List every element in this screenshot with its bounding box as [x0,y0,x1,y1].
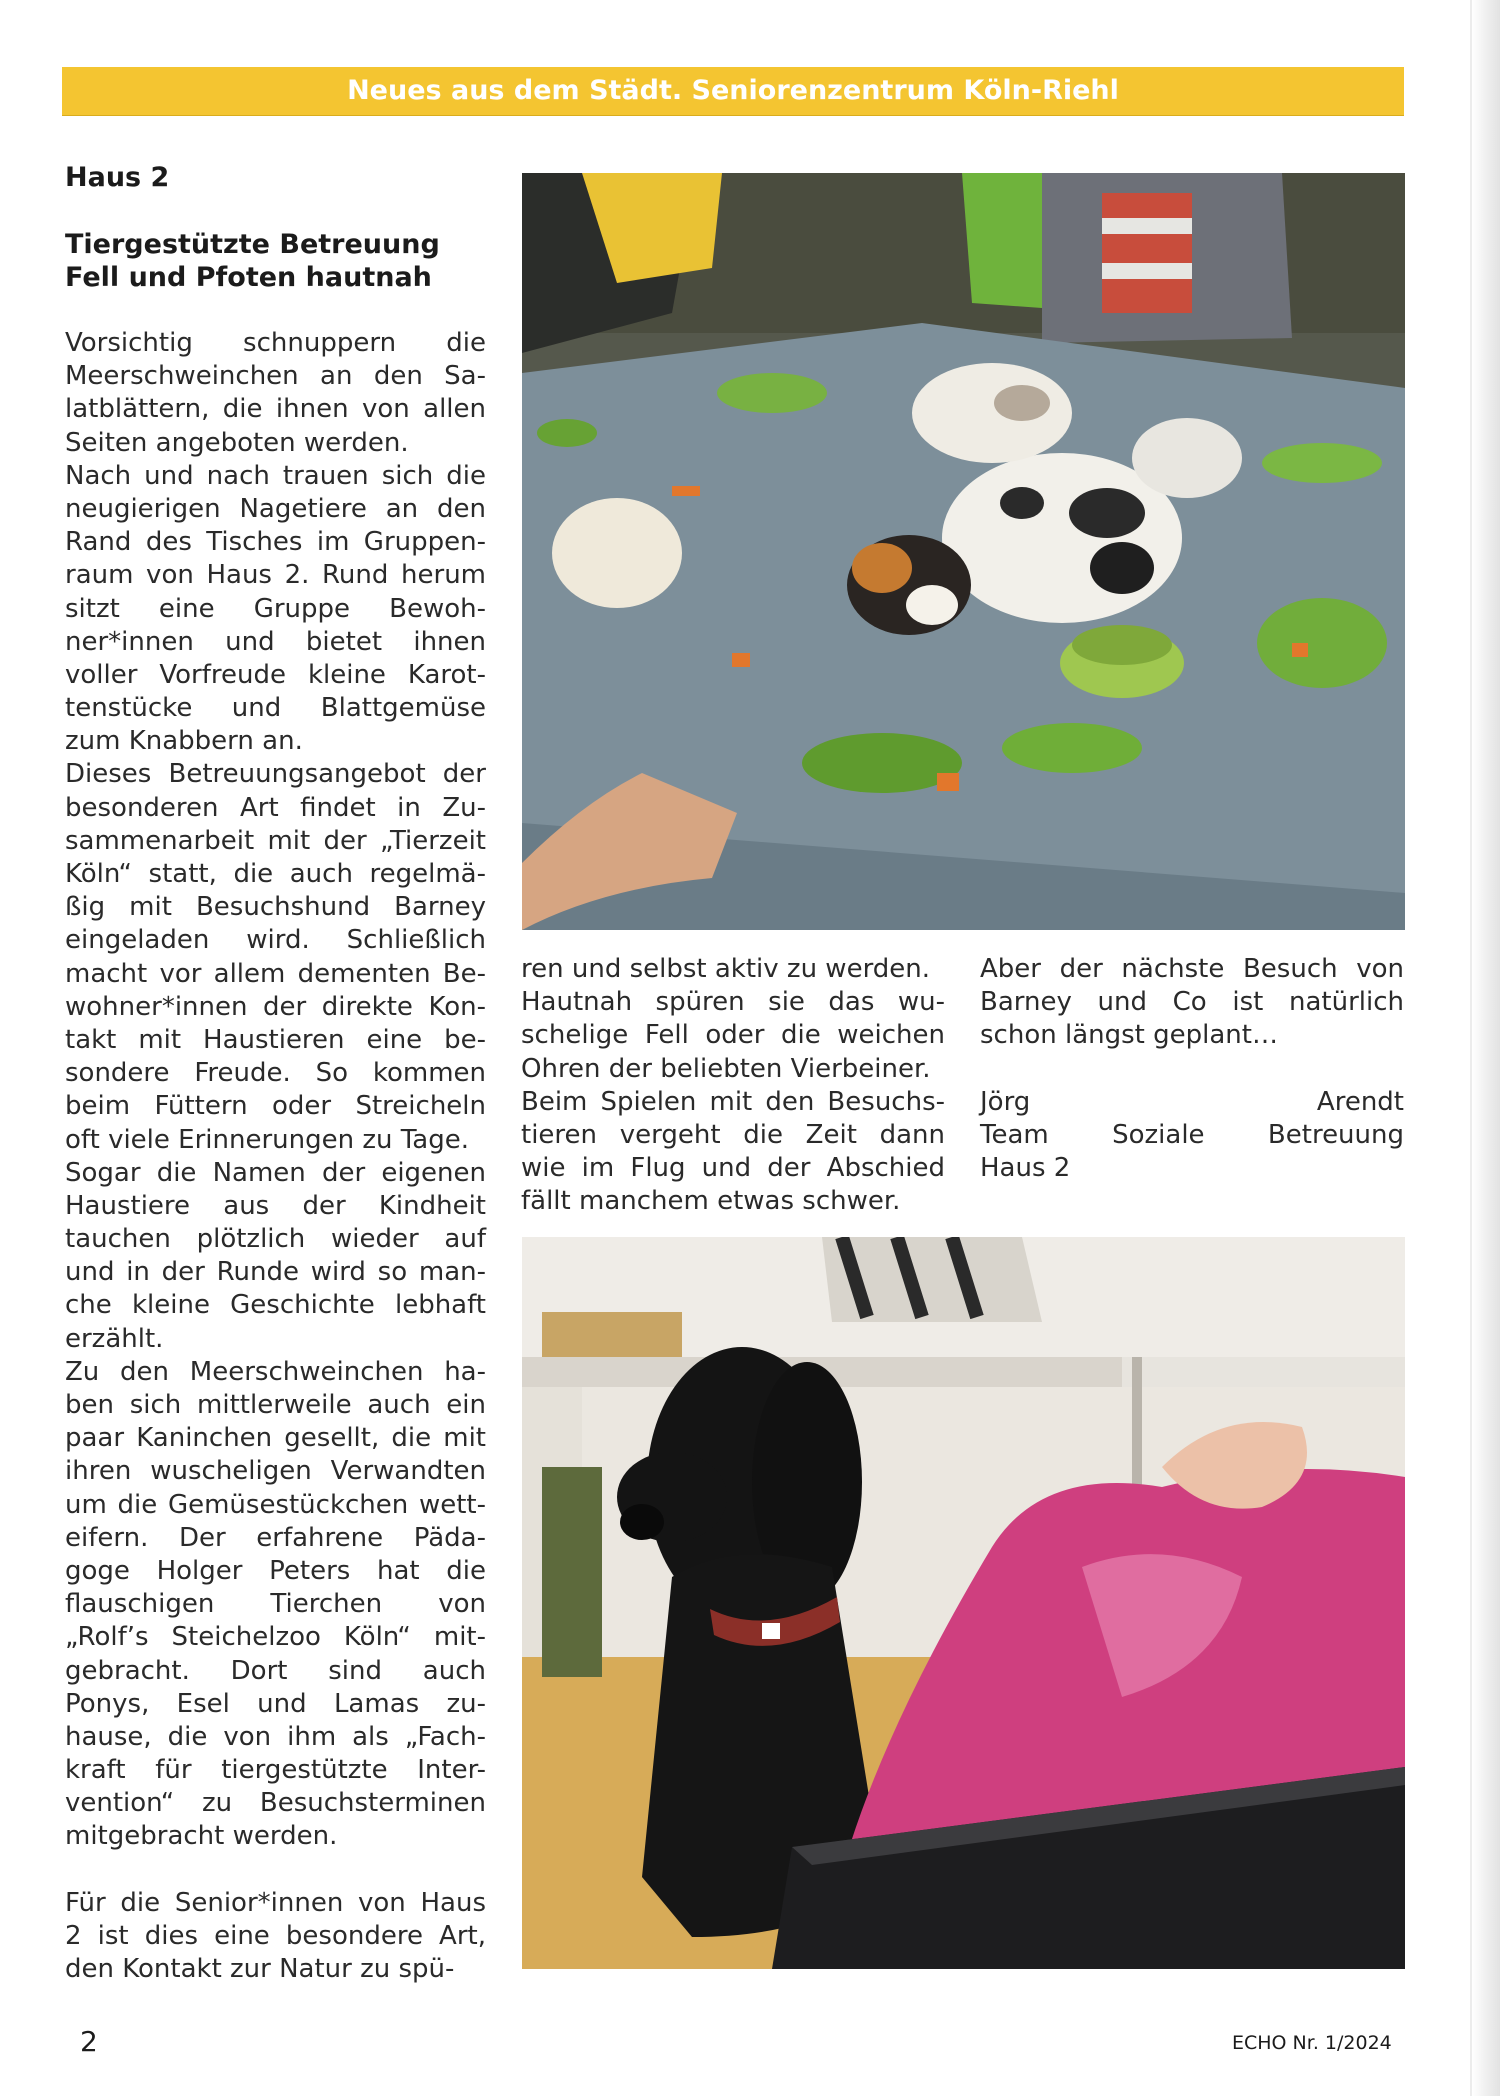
text-line: und in der Runde wird so man- [65,1257,486,1288]
article-column-2 [521,953,945,1219]
photo-small-animals-table [522,173,1405,930]
text-line: Barney und Co ist natürlich [980,987,1404,1018]
text-line: paar Kaninchen gesellt, die mit [65,1423,486,1454]
text-line: takt mit Haustieren eine be- [65,1024,486,1055]
text-line: sondere Freude. So kommen [65,1058,486,1089]
text-line: wohner*innen der direkte Kon- [65,991,486,1022]
text-line: hause, die von ihm als „Fach- [65,1721,486,1752]
text-line: oft viele Erinnerungen zu Tage. [65,1124,470,1155]
text-line: Seiten angeboten werden. [65,427,409,458]
text-line: „Rolf’s Steichelzoo Köln“ mit- [65,1622,486,1653]
text-line: goge Holger Peters hat die [65,1555,486,1586]
text-line: Aber der nächste Besuch von [980,954,1404,984]
paragraph-gap [65,1854,486,1887]
headline-line-1: Tiergestützte Betreuung [65,229,440,260]
text-line: eifern. Der erfahrene Päda- [65,1522,486,1553]
text-line: tieren vergeht die Zeit dann [521,1119,945,1150]
text-line: erzählt. [65,1323,164,1354]
text-line: ihren wuscheligen Verwandten [65,1456,486,1487]
text-line: eingeladen wird. Schließlich [65,925,486,956]
text-line: raum von Haus 2. Rund herum [65,560,486,591]
text-line: wie im Flug und der Abschied [521,1153,945,1184]
text-line: gebracht. Dort sind auch [65,1655,486,1686]
text-line: Zu den Meerschweinchen ha- [65,1356,486,1387]
text-line: Team Soziale Betreuung [980,1119,1404,1150]
article-column-1 [65,327,486,1986]
text-line: 2 ist dies eine besondere Art, [65,1921,486,1951]
text-line: schelige Fell oder die weichen [521,1020,945,1051]
headline-line-2: Fell und Pfoten hautnah [65,262,432,293]
text-line: Haus 2 [980,1153,1071,1184]
text-line: macht vor allem dementen Be- [65,958,486,989]
text-line: Beim Spielen mit den Besuchs- [521,1086,945,1117]
text-line: vention“ zu Besuchsterminen [65,1788,486,1819]
text-line: Für die Senior*innen von Haus [65,1887,486,1918]
section-banner: Neues aus dem Städt. Seniorenzentrum Köln-Riehl [62,67,1404,116]
issue-label: ECHO Nr. 1/2024 [1232,2032,1392,2054]
text-line: Jörg Arendt [980,1086,1404,1117]
text-line: ren und selbst aktiv zu werden. [521,954,931,984]
section-title: Haus 2 [65,162,170,193]
text-line: Meerschweinchen an den Sa- [65,361,486,392]
paragraph-gap [980,1053,1404,1086]
text-line: Haustiere aus der Kindheit [65,1190,486,1221]
text-line: sammenarbeit mit der „Tierzeit [65,825,486,856]
page-number: 2 [80,2025,98,2058]
text-line: ben sich mittlerweile auch ein [65,1390,486,1420]
text-line: besonderen Art findet in Zu- [65,792,486,823]
text-line: fällt manchem etwas schwer. [521,1186,901,1217]
text-line: Ponys, Esel und Lamas zu- [65,1688,486,1719]
text-line: tenstücke und Blattgemüse [65,693,486,724]
text-line: che kleine Geschichte lebhaft [65,1290,486,1321]
text-line: neugierigen Nagetiere an den [65,493,486,524]
text-line: flauschigen Tierchen von [65,1589,486,1620]
text-line: Hautnah spüren sie das wu- [521,987,945,1018]
text-line: zum Knabbern an. [65,726,303,757]
text-line: Vorsichtig schnuppern die [65,328,486,358]
text-line: kraft für tiergestützte Inter- [65,1755,486,1786]
text-line: ner*innen und bietet ihnen [65,626,486,657]
text-line: voller Vorfreude kleine Karot- [65,659,486,690]
article-column-3 [980,953,1404,1185]
text-line: Sogar die Namen der eigenen [65,1157,486,1188]
text-line: um die Gemüsestückchen wett- [65,1489,486,1520]
text-line: beim Füttern oder Streicheln [65,1091,486,1122]
text-line: ßig mit Besuchshund Barney [65,892,486,923]
text-line: tauchen plötzlich wieder auf [65,1224,486,1255]
photo-visiting-dog [522,1237,1405,1969]
text-line: Köln“ statt, die auch regelmä- [65,859,486,889]
text-line: Ohren der beliebten Vierbeiner. [521,1053,931,1084]
text-line: sitzt eine Gruppe Bewoh- [65,593,486,624]
text-line: den Kontakt zur Natur zu spü- [65,1954,455,1985]
text-line: Dieses Betreuungsangebot der [65,759,486,790]
text-line: latblättern, die ihnen von allen [65,394,486,425]
text-line: schon längst geplant… [980,1020,1278,1051]
text-line: Rand des Tisches im Gruppen- [65,527,486,558]
page-edge-shadow [1472,0,1500,2096]
text-line: mitgebracht werden. [65,1821,338,1852]
text-line: Nach und nach trauen sich die [65,460,486,491]
article-headline [65,228,485,294]
